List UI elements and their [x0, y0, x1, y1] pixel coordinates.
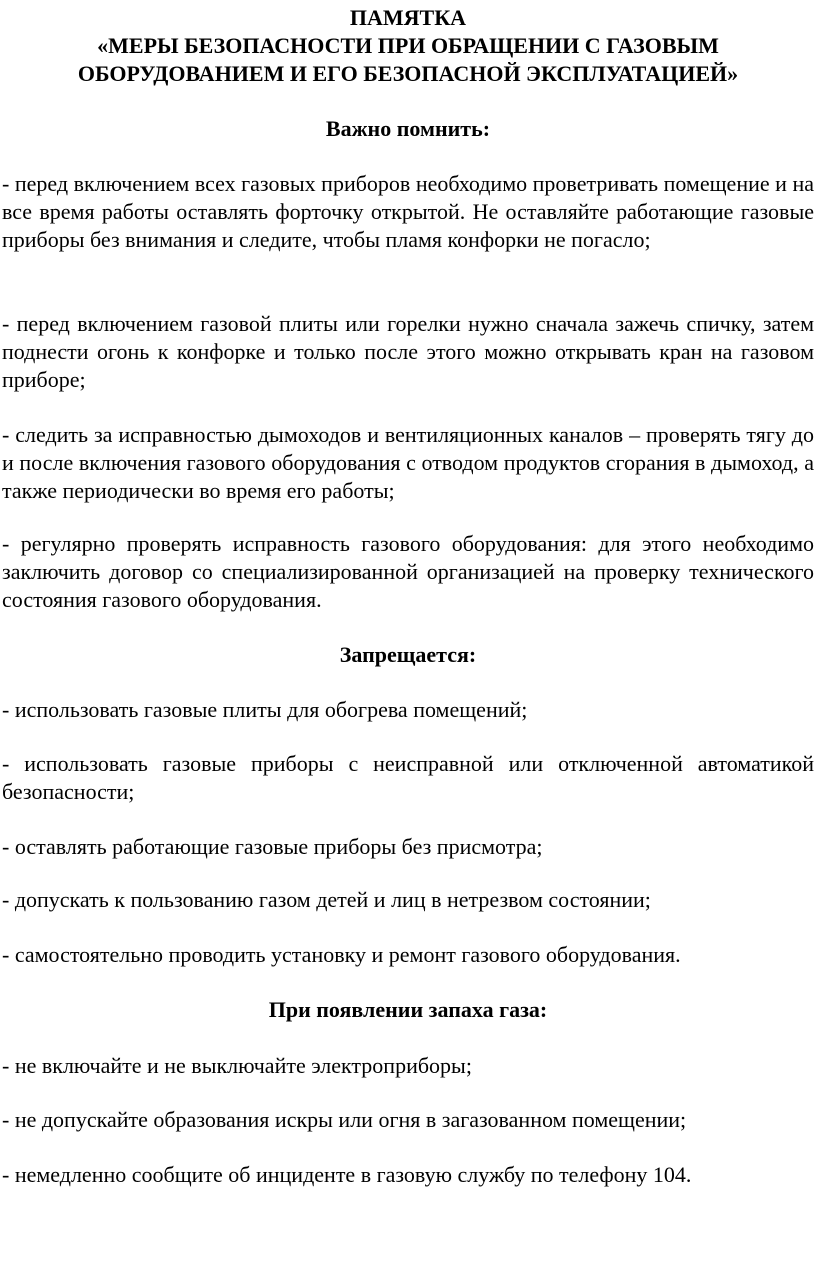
remember-heading: Важно помнить:	[325, 116, 491, 141]
gas-smell-heading: При появлении запаха газа:	[268, 997, 548, 1022]
memo-title-line-1: ПАМЯТКА	[349, 5, 467, 30]
forbidden-item-unattended: - оставлять работающие газовые приборы без присмотра;	[2, 834, 543, 859]
remember-item-chimney: - следить за исправностью дымоходов и вентиляционных каналов – проверять тягу до и после включения газового оборудования с отводом продуктов сгорания в дымоход, а также периодически во время его работы;	[2, 422, 814, 503]
forbidden-item-self-repair: - самостоятельно проводить установку и ремонт газового оборудования.	[2, 942, 681, 967]
memo-title-line-2: «МЕРЫ БЕЗОПАСНОСТИ ПРИ ОБРАЩЕНИИ С ГАЗОВЫМ	[97, 33, 719, 58]
forbidden-item-automatics: - использовать газовые приборы с неисправной или отключенной автоматикой безопасности;	[2, 751, 814, 804]
gas-smell-item-sparks: - не допускайте образования искры или огня в загазованном помещении;	[2, 1107, 687, 1132]
gas-smell-item-electrics: - не включайте и не выключайте электроприборы;	[2, 1053, 472, 1078]
forbidden-heading: Запрещается:	[339, 642, 477, 667]
forbidden-item-heating: - использовать газовые плиты для обогрева помещений;	[2, 697, 528, 722]
memo-title-line-3: ОБОРУДОВАНИЕМ И ЕГО БЕЗОПАСНОЙ ЭКСПЛУАТАЦИЕЙ»	[77, 61, 739, 86]
gas-smell-item-report: - немедленно сообщите об инциденте в газовую службу по телефону 104.	[2, 1162, 692, 1187]
remember-item-ignition: - перед включением газовой плиты или горелки нужно сначала зажечь спичку, затем поднести огонь к конфорке и только после этого можно открывать кран на газовом приборе;	[2, 311, 814, 392]
remember-item-inspection: - регулярно проверять исправность газового оборудования: для этого необходимо заключить договор со специализированной организацией на проверку технического состояния газового оборудования.	[2, 531, 814, 612]
remember-item-ventilation: - перед включением всех газовых приборов необходимо проветривать помещение и на все время работы оставлять форточку открытой. Не оставляйте работающие газовые приборы без внимания и следите, чтобы пламя конфорки не погасло;	[2, 171, 814, 252]
forbidden-item-children: - допускать к пользованию газом детей и лиц в нетрезвом состоянии;	[2, 887, 651, 912]
